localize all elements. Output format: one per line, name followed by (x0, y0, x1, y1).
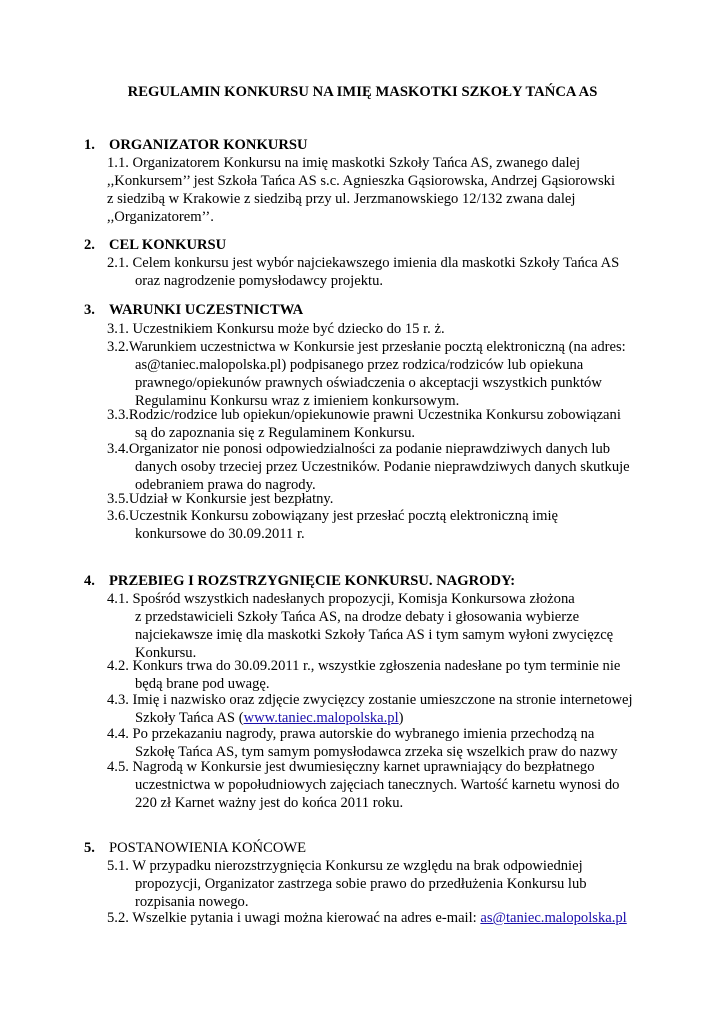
clause-4-1: 4.1. Spośród wszystkich nadesłanych propozycji, Komisja Konkursowa złożona z przedstawicieli Szkoły Tańca AS, na drodze debaty i głosowania wybierze najciekawsze imię dla maskotki Szkoły Tańca AS i tym samym wyłoni zwycięzcę Konkursu. (107, 591, 614, 661)
clause-3-6: 3.6.Uczestnik Konkursu zobowiązany jest przesłać pocztą elektroniczną imię konkursowe do 30.09.2011 r. (107, 508, 559, 542)
clause-label: 4.2. (107, 658, 129, 674)
website-link[interactable]: www.taniec.malopolska.pl (243, 710, 399, 726)
clause-4-2: 4.2. Konkurs trwa do 30.09.2011 r., wszystkie zgłoszenia nadesłane po tym terminie nie będą brane pod uwagę. (107, 658, 621, 692)
clause-4-3: 4.3. Imię i nazwisko oraz zdjęcie zwycięzcy zostanie umieszczone na stronie internetowej Szkoły Tańca AS (www.taniec.malopolska.pl) (107, 692, 633, 726)
clause-1-1: 1.1. Organizatorem Konkursu na imię maskotki Szkoły Tańca AS, zwanego dalej ,,Konkursem’’ jest Szkoła Tańca AS s.c. Agnieszka Gąsiorowska, Andrzej Gąsiorowski z siedzibą w Krakowie z siedzibą przy ul. Jerzmanowskiego 12/132 zwana dalej ,,Organizatorem’’. (107, 155, 616, 225)
clause-label: 4.5. (107, 759, 129, 775)
clause-3-2: 3.2.Warunkiem uczestnictwa w Konkursie jest przesłanie pocztą elektroniczną (na adres: as@taniec.malopolska.pl) podpisanego przez rodzica/rodziców lub opiekuna prawnego/opiekunów prawnych oświadczenia o akceptacji wszystkich punktów Regulaminu Konkursu wraz z imieniem konkursowym. (107, 339, 626, 409)
clause-3-3: 3.3.Rodzic/rodzice lub opiekun/opiekunowie prawni Uczestnika Konkursu zobowiązani są do zapoznania się z Regulaminem Konkursu. (107, 407, 621, 441)
email-link[interactable]: as@taniec.malopolska.pl (480, 910, 627, 926)
clause-label: 1.1. (107, 155, 129, 171)
section-2-heading: 2. CEL KONKURSU (84, 237, 227, 253)
clause-label: 4.4. (107, 726, 129, 742)
clause-label: 3.6. (107, 508, 129, 524)
clause-label: 5.1. (107, 858, 129, 874)
clause-4-4: 4.4. Po przekazaniu nagrody, prawa autorskie do wybranego imienia przechodzą na Szkołę Tańca AS, tym samym pomysłodawca zrzeka się wszelkich praw do nazwy (107, 726, 618, 760)
section-5-heading: 5. POSTANOWIENIA KOŃCOWE (84, 840, 307, 856)
clause-label: 3.2. (107, 339, 129, 355)
clause-3-4: 3.4.Organizator nie ponosi odpowiedzialności za podanie nieprawdziwych danych lub danych osoby trzeciej przez Uczestników. Podanie nieprawdziwych danych skutkuje odebraniem prawa do nagrody. (107, 441, 630, 493)
clause-3-5: 3.5.Udział w Konkursie jest bezpłatny. (107, 491, 334, 507)
clause-label: 3.5. (107, 491, 129, 507)
clause-3-1: 3.1. Uczestnikiem Konkursu może być dziecko do 15 r. ż. (107, 321, 445, 337)
clause-label: 2.1. (107, 255, 129, 271)
clause-label: 3.1. (107, 321, 129, 337)
clause-2-1: 2.1. Celem konkursu jest wybór najciekawszego imienia dla maskotki Szkoły Tańca AS oraz nagrodzenie pomysłodawcy projektu. (107, 255, 620, 289)
section-4-heading: 4. PRZEBIEG I ROZSTRZYGNIĘCIE KONKURSU. NAGRODY: (84, 573, 516, 589)
clause-4-5: 4.5. Nagrodą w Konkursie jest dwumiesięczny karnet uprawniający do bezpłatnego uczestnictwa w popołudniowych zajęciach tanecznych. Wartość karnetu wynosi do 220 zł Karnet ważny jest do końca 2011 roku. (107, 759, 620, 811)
clause-5-1: 5.1. W przypadku nierozstrzygnięcia Konkursu ze względu na brak odpowiedniej propozycji, Organizator zastrzega sobie prawo do przedłużenia Konkursu lub rozpisania nowego. (107, 858, 587, 910)
clause-label: 3.3. (107, 407, 129, 423)
clause-label: 4.3. (107, 692, 129, 708)
clause-label: 3.4. (107, 441, 129, 457)
section-3-heading: 3. WARUNKI UCZESTNICTWA (84, 302, 304, 318)
clause-5-2: 5.2. Wszelkie pytania i uwagi można kierować na adres e-mail: as@taniec.malopolska.pl (107, 910, 627, 926)
page-title: REGULAMIN KONKURSU NA IMIĘ MASKOTKI SZKOŁY TAŃCA AS (127, 84, 598, 100)
clause-label: 5.2. (107, 910, 129, 926)
clause-label: 4.1. (107, 591, 129, 607)
section-1-heading: 1. ORGANIZATOR KONKURSU (84, 137, 308, 153)
